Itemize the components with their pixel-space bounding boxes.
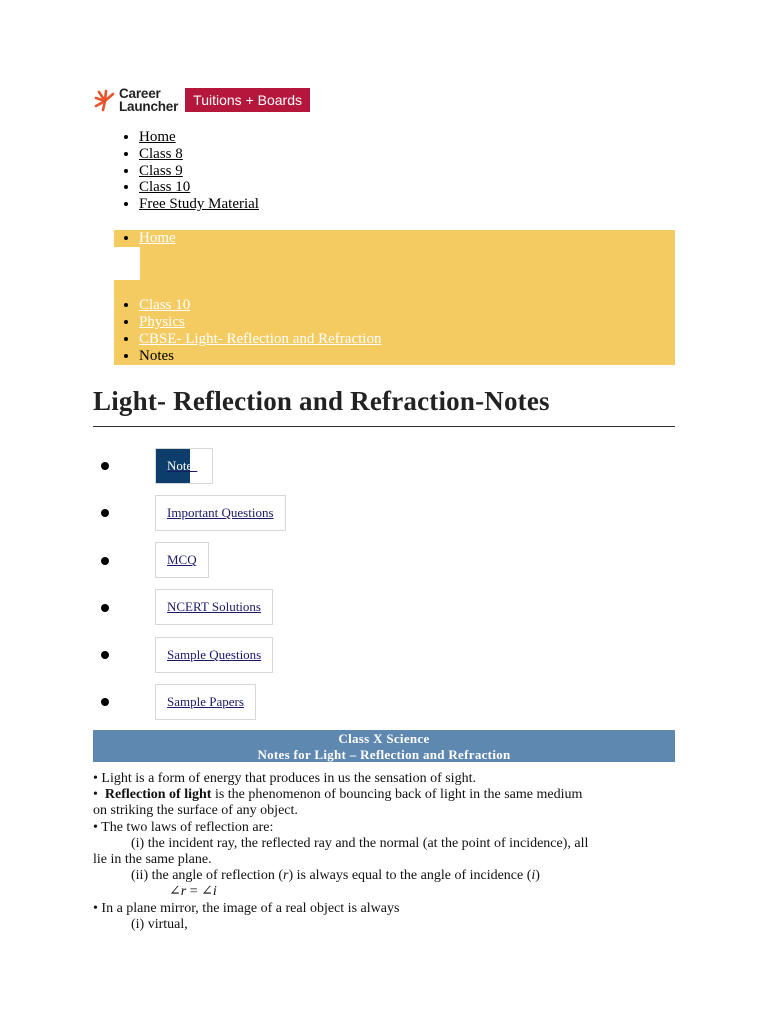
tab-mcq[interactable]: MCQ — [155, 542, 209, 578]
breadcrumb-item-class — [139, 297, 675, 314]
breadcrumb — [114, 230, 675, 365]
nav-link-class-9[interactable]: Class 9 — [139, 162, 183, 179]
nav-link-home[interactable]: Home — [139, 129, 176, 145]
starburst-logo-icon — [93, 88, 117, 112]
notes-header-line1: Class X Science — [338, 731, 430, 746]
note-sub-item: (i) the incident ray, the reflected ray and the normal (at the point of incidence), all — [131, 835, 589, 851]
note-paragraph-cont: lie in the same plane. — [93, 852, 212, 868]
note-paragraph: • Reflection of light is the phenomenon of bouncing back of light in the same medium — [93, 787, 583, 803]
nav-link-class-10[interactable]: Class 10 — [139, 179, 191, 196]
breadcrumb-link-class[interactable]: Class 10 — [139, 297, 191, 313]
tab-notes[interactable] — [155, 448, 213, 484]
note-formula: ∠r = ∠i — [169, 884, 217, 900]
career-launcher-logo[interactable] — [93, 86, 310, 114]
note-term: Reflection of light — [104, 787, 212, 803]
nav-item-class-8 — [139, 146, 259, 163]
tab-bullet — [101, 509, 109, 517]
logo-wordmark: Career Launcher — [119, 86, 179, 114]
nav-link-class-8[interactable]: Class 8 — [139, 145, 183, 162]
note-paragraph: • In a plane mirror, the image of a real object is always — [93, 900, 400, 916]
tab-bullet — [101, 462, 109, 470]
tab-bullet — [101, 557, 109, 565]
breadcrumb-item-chapter — [139, 331, 675, 348]
notes-header — [93, 730, 675, 762]
note-sub-item: (i) virtual, — [131, 916, 188, 932]
breadcrumb-link-subject[interactable]: Physics — [139, 314, 185, 330]
notes-header-line2: Notes for Light – Reflection and Refraction — [257, 746, 511, 762]
tab-notes-label: Notes — [156, 449, 190, 483]
page-title: Light- Reflection and Refraction-Notes — [93, 386, 550, 416]
breadcrumb-link-home[interactable]: Home — [139, 230, 176, 246]
breadcrumb-item-current: • Notes — [139, 348, 675, 365]
nav-item-home — [139, 129, 259, 146]
tab-bullet — [101, 698, 109, 706]
logo-badge: Tuitions + Boards — [185, 88, 310, 112]
title-divider — [93, 426, 675, 427]
tab-sample-questions[interactable]: Sample Questions — [155, 637, 273, 673]
tab-ncert-solutions[interactable]: NCERT Solutions — [155, 589, 273, 625]
notes-body — [93, 771, 675, 933]
breadcrumb-list — [114, 230, 675, 365]
breadcrumb-link-chapter[interactable]: CBSE- Light- Reflection and Refraction — [139, 331, 382, 347]
nav-item-class-9 — [139, 163, 259, 180]
breadcrumb-item-home — [139, 230, 675, 247]
tab-bullet — [101, 651, 109, 659]
note-paragraph: • Light is a form of energy that produces in us the sensation of sight. — [93, 771, 476, 786]
nav-item-free-study-material — [139, 196, 259, 213]
main-nav — [112, 129, 259, 213]
tab-sample-papers[interactable]: Sample Papers — [155, 684, 256, 720]
nav-item-class-10 — [139, 179, 259, 196]
nav-link-free-study-material[interactable]: Free Study Material — [139, 196, 259, 212]
note-sub-item: (ii) the angle of reflection (r) is always equal to the angle of incidence (i) — [131, 868, 540, 884]
breadcrumb-item-subject — [139, 314, 675, 331]
note-paragraph: • The two laws of reflection are: — [93, 819, 274, 835]
note-paragraph-cont: on striking the surface of any object. — [93, 803, 298, 819]
tab-bullet — [101, 604, 109, 612]
tab-important-questions[interactable]: Important Questions — [155, 495, 286, 531]
